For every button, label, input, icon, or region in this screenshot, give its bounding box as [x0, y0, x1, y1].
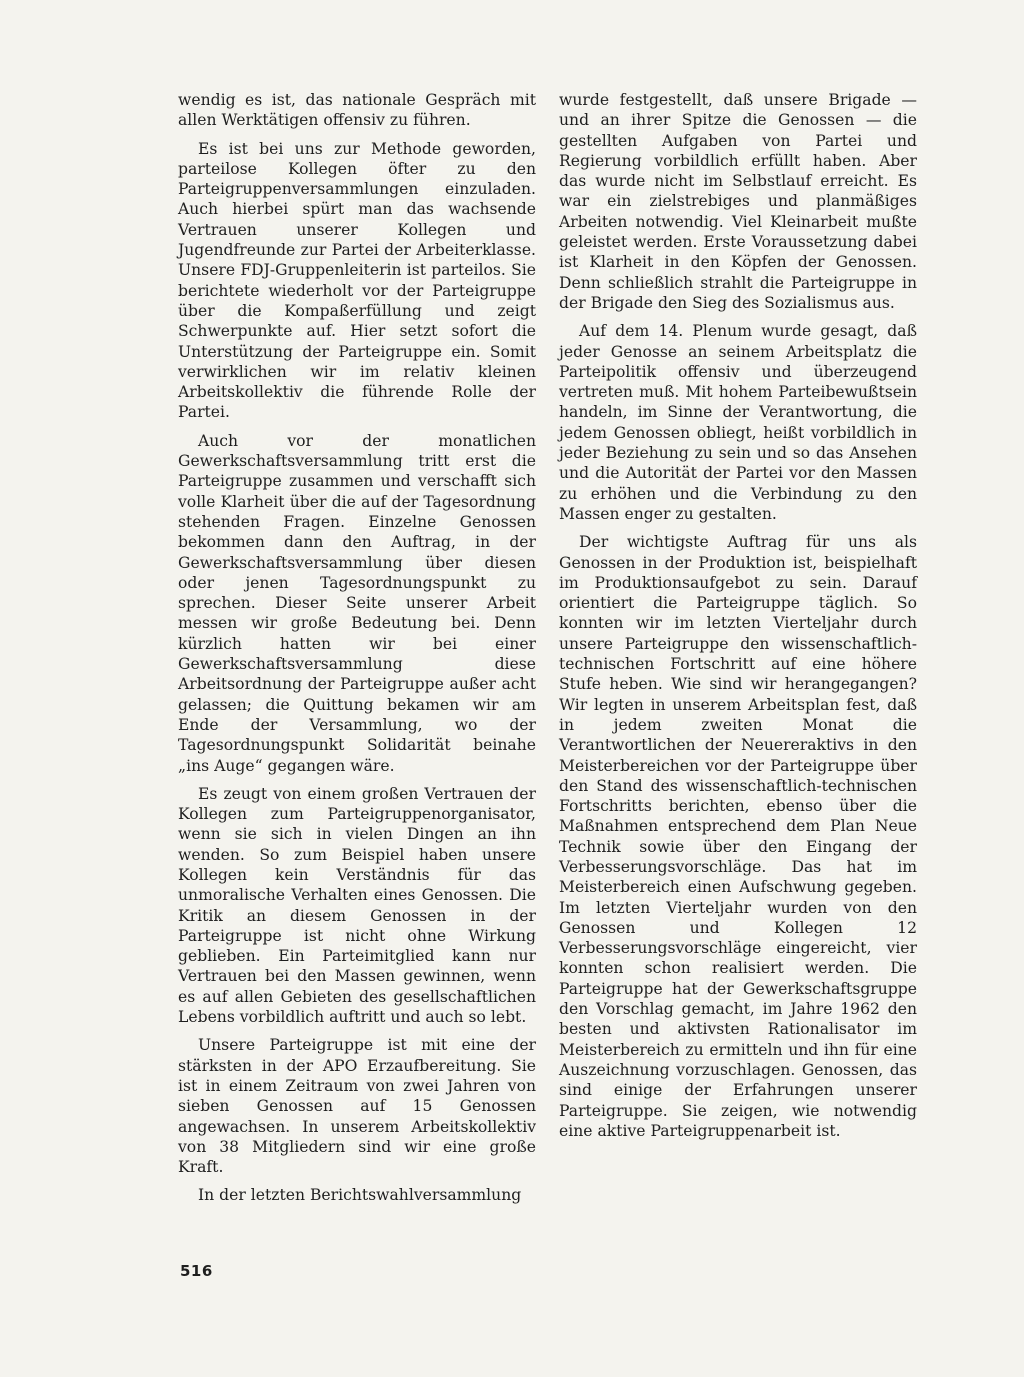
left-text-column [178, 90, 536, 1206]
paragraph: Auch vor der monatlichen Gewerkschaftsversammlung tritt erst die Parteigruppe zusammen und verschafft sich volle Klarheit über die auf der Tagesordnung stehenden Fragen. Einzelne Genossen bekommen dann den Auftrag, in der Gewerkschaftsversammlung über diesen oder jenen Tagesordnungspunkt zu sprechen. Dieser Seite unserer Arbeit messen wir große Bedeutung bei. Denn kürzlich hatten wir bei einer Gewerkschaftsversammlung diese Arbeitsordnung der Parteigruppe außer acht gelassen; die Quittung bekamen wir am Ende der Versammlung, wo der Tagesordnungspunkt Solidarität beinahe „ins Auge“ gegangen wäre. [178, 431, 536, 775]
paragraph: wurde festgestellt, daß unsere Brigade — und an ihrer Spitze die Genossen — die gestellten Aufgaben von Partei und Regierung vorbildlich erfüllt haben. Aber das wurde nicht im Selbstlauf erreicht. Es war ein zielstrebiges und planmäßiges Arbeiten notwendig. Viel Kleinarbeit mußte geleistet werden. Erste Voraussetzung dabei ist Klarheit in den Köpfen der Genossen. Denn schließlich strahlt die Parteigruppe in der Brigade den Sieg des Sozialismus aus. [559, 91, 917, 312]
paragraph: In der letzten Berichtswahlversammlung [198, 1186, 522, 1205]
paragraph: Der wichtigste Auftrag für uns als Genossen in der Produktion ist, beispielhaft im Produktionsaufgebot zu sein. Darauf orientiert die Parteigruppe täglich. So konnten wir im letzten Vierteljahr durch unsere Parteigruppe den wissenschaftlich-technischen Fortschritt auf eine höhere Stufe heben. Wie sind wir herangegangen? Wir legten in unserem Arbeitsplan fest, daß in jedem zweiten Monat die Verantwortlichen der Neuereraktivs in den Meisterbereichen vor der Parteigruppe über den Stand des wissenschaftlich-technischen Fortschritts berichten, ebenso über die Maßnahmen entsprechend dem Plan Neue Technik sowie über den Eingang der Verbesserungsvorschläge. Das hat im Meisterbereich einen Aufschwung gegeben. Im letzten Vierteljahr wurden von den Genossen und Kollegen 12 Verbesserungsvorschläge eingereicht, vier konnten schon realisiert werden. Die Parteigruppe hat der Gewerkschaftsgruppe den Vorschlag gemacht, im Jahre 1962 den besten und aktivsten Rationalisator im Meisterbereich zu ermitteln und ihn für eine Auszeichnung vorzuschlagen. Genossen, das sind einige der Erfahrungen unserer Parteigruppe. Sie zeigen, wie notwendig eine aktive Parteigruppenarbeit ist. [559, 533, 917, 1140]
page-number: 516 [180, 1262, 213, 1280]
paragraph: Auf dem 14. Plenum wurde gesagt, daß jeder Genosse an seinem Arbeitsplatz die Parteipolitik offensiv und überzeugend vertreten muß. Mit hohem Parteibewußtsein handeln, im Sinne der Verantwortung, die jedem Genossen obliegt, heißt vorbildlich in jeder Beziehung zu sein und so das Ansehen und die Autorität der Partei vor den Massen zu erhöhen und die Verbindung zu den Massen enger zu gestalten. [559, 322, 917, 523]
paragraph: Unsere Parteigruppe ist mit eine der stärksten in der APO Erzaufbereitung. Sie ist in einem Zeitraum von zwei Jahren von sieben Genossen auf 15 Genossen angewachsen. In unserem Arbeitskollektiv von 38 Mitgliedern sind wir eine große Kraft. [178, 1036, 536, 1177]
paragraph: Es ist bei uns zur Methode geworden, parteilose Kollegen öfter zu den Parteigruppenversammlungen einzuladen. Auch hierbei spürt man das wachsende Vertrauen unserer Kollegen und Jugendfreunde zur Partei der Arbeiterklasse. Unsere FDJ-Gruppenleiterin ist parteilos. Sie berichtete wiederholt vor der Parteigruppe über die Kompaßerfüllung und zeigt Schwerpunkte auf. Hier setzt sofort die Unterstützung der Parteigruppe ein. Somit verwirklichen wir im relativ kleinen Arbeitskollektiv die führende Rolle der Partei. [178, 139, 536, 422]
paragraph: Es zeugt von einem großen Vertrauen der Kollegen zum Parteigruppenorganisator, wenn sie sich in vielen Dingen an ihn wenden. So zum Beispiel haben unsere Kollegen kein Verständnis für das unmoralische Verhalten eines Genossen. Die Kritik an diesem Genossen in der Parteigruppe ist nicht ohne Wirkung geblieben. Ein Parteimitglied kann nur Vertrauen bei den Massen gewinnen, wenn es auf allen Gebieten des gesellschaftlichen Lebens vorbildlich auftritt und auch so lebt. [178, 784, 536, 1027]
right-text-column [559, 90, 917, 1141]
paragraph: wendig es ist, das nationale Gespräch mit allen Werktätigen offensiv zu führen. [178, 91, 536, 130]
